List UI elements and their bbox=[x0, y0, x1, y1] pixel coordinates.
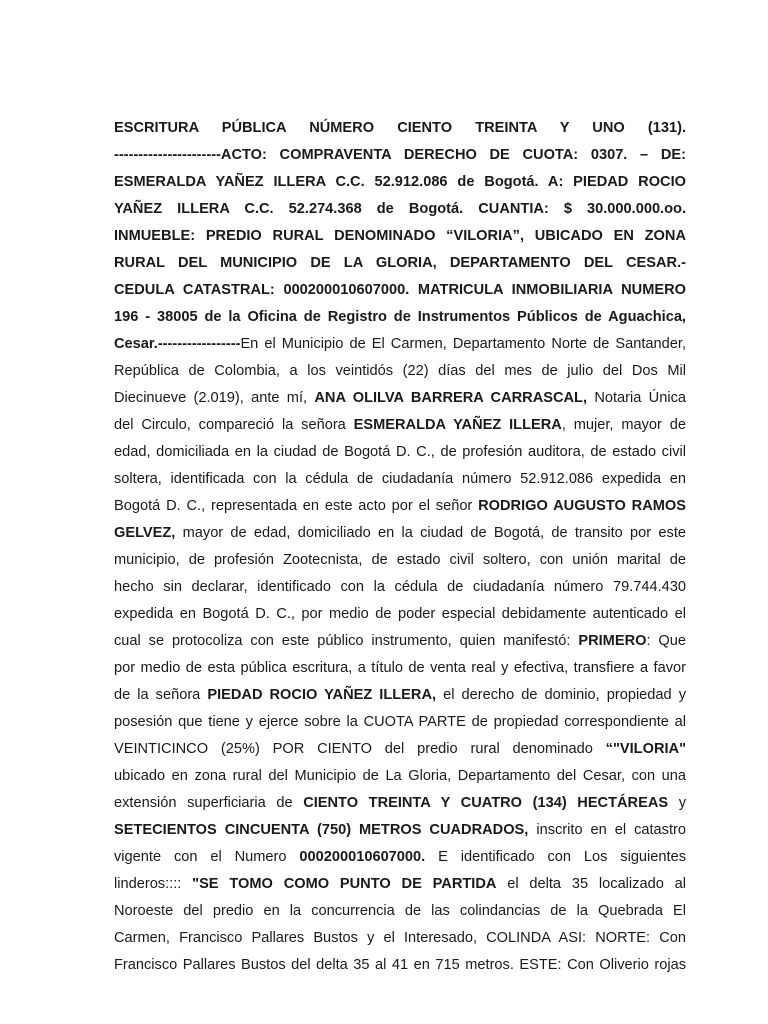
text-line bbox=[114, 115, 686, 142]
bold-text-segment: CIENTO TREINTA Y CUATRO (134) HECTÁREAS bbox=[303, 795, 669, 811]
text-line bbox=[114, 763, 686, 790]
text-line bbox=[114, 331, 686, 358]
text-line bbox=[114, 655, 686, 682]
bold-text-segment: ESCRITURA PÚBLICA NÚMERO CIENTO TREINTA Y UNO (131). bbox=[114, 120, 686, 136]
text-segment: extensión superficiaria de bbox=[114, 795, 304, 811]
text-line bbox=[114, 709, 686, 736]
text-segment: Notaria Única bbox=[587, 390, 686, 406]
text-line bbox=[114, 952, 686, 979]
bold-text-segment: RODRIGO AUGUSTO RAMOS bbox=[478, 498, 686, 514]
text-segment: soltera, identificada con la cédula de ciudadanía número 52.912.086 expedida en bbox=[114, 471, 686, 487]
text-segment: E identificado con Los siguientes bbox=[425, 849, 686, 865]
text-segment: del Circulo, compareció la señora bbox=[114, 417, 354, 433]
text-line bbox=[114, 169, 686, 196]
text-segment: , mujer, mayor de bbox=[561, 417, 686, 433]
text-segment: : Que bbox=[646, 633, 686, 649]
text-segment: de la señora bbox=[114, 687, 208, 703]
text-segment: Francisco Pallares Bustos del delta 35 al 41 en 715 metros. ESTE: Con Oliverio rojas bbox=[114, 957, 686, 973]
text-segment: por medio de esta pública escritura, a título de venta real y efectiva, transfiere a favor bbox=[114, 660, 686, 676]
text-line bbox=[114, 574, 686, 601]
text-line bbox=[114, 304, 686, 331]
text-segment: En el Municipio de El Carmen, Departamento Norte de Santander, bbox=[240, 336, 686, 352]
text-segment: VEINTICINCO (25%) POR CIENTO del predio rural denominado bbox=[114, 741, 606, 757]
text-segment: municipio, de profesión Zootecnista, de estado civil soltero, con unión marital de bbox=[114, 552, 686, 568]
text-segment: Diecinueve (2.019), ante mí, bbox=[114, 390, 315, 406]
text-segment: cual se protocoliza con este público instrumento, quien manifestó: bbox=[114, 633, 579, 649]
text-segment: ubicado en zona rural del Municipio de La Gloria, Departamento del Cesar, con una bbox=[114, 768, 686, 784]
text-line bbox=[114, 250, 686, 277]
bold-text-segment: ANA OLILVA BARRERA CARRASCAL, bbox=[314, 390, 588, 406]
text-segment: República de Colombia, a los veintidós (22) días del mes de julio del Dos Mil bbox=[114, 363, 686, 379]
text-segment: mayor de edad, domiciliado en la ciudad de Bogotá, de transito por este bbox=[175, 525, 686, 541]
text-segment: expedida en Bogotá D. C., por medio de poder especial debidamente autenticado el bbox=[114, 606, 686, 622]
text-segment: edad, domiciliada en la ciudad de Bogotá D. C., de profesión auditora, de estado civil bbox=[114, 444, 686, 460]
bold-text-segment: ----------------------ACTO: COMPRAVENTA DERECHO DE CUOTA: 0307. – DE: bbox=[114, 147, 686, 163]
text-line bbox=[114, 412, 686, 439]
bold-text-segment: Cesar.----------------- bbox=[114, 336, 241, 352]
bold-text-segment: 196 - 38005 de la Oficina de Registro de Instrumentos Públicos de Aguachica, bbox=[114, 309, 686, 325]
bold-text-segment: “"VILORIA" bbox=[605, 741, 686, 757]
text-segment: Carmen, Francisco Pallares Bustos y el Interesado, COLINDA ASI: NORTE: Con bbox=[114, 930, 686, 946]
bold-text-segment: YAÑEZ ILLERA C.C. 52.274.368 de Bogotá. CUANTIA: $ 30.000.000.oo. bbox=[114, 201, 686, 217]
text-segment: vigente con el Numero bbox=[114, 849, 300, 865]
text-line bbox=[114, 520, 686, 547]
text-line bbox=[114, 547, 686, 574]
bold-text-segment: 000200010607000. bbox=[299, 849, 426, 865]
text-line bbox=[114, 871, 686, 898]
text-line bbox=[114, 628, 686, 655]
text-line bbox=[114, 223, 686, 250]
bold-text-segment: PRIMERO bbox=[578, 633, 647, 649]
bold-text-segment: INMUEBLE: PREDIO RURAL DENOMINADO “VILORIA”, UBICADO EN ZONA bbox=[114, 228, 686, 244]
document-body bbox=[114, 115, 686, 979]
text-segment: el derecho de dominio, propiedad y bbox=[436, 687, 686, 703]
text-segment: Bogotá D. C., representada en este acto por el señor bbox=[114, 498, 479, 514]
text-line bbox=[114, 817, 686, 844]
text-line bbox=[114, 277, 686, 304]
text-line bbox=[114, 358, 686, 385]
text-segment: posesión que tiene y ejerce sobre la CUOTA PARTE de propiedad correspondiente al bbox=[114, 714, 686, 730]
bold-text-segment: CEDULA CATASTRAL: 000200010607000. MATRICULA INMOBILIARIA NUMERO bbox=[114, 282, 686, 298]
text-line bbox=[114, 790, 686, 817]
text-line bbox=[114, 601, 686, 628]
bold-text-segment: SETECIENTOS CINCUENTA (750) METROS CUADRADOS, bbox=[114, 822, 529, 838]
text-segment: inscrito en el catastro bbox=[528, 822, 686, 838]
text-line bbox=[114, 682, 686, 709]
text-segment: linderos:::: bbox=[114, 876, 193, 892]
bold-text-segment: RURAL DEL MUNICIPIO DE LA GLORIA, DEPARTAMENTO DEL CESAR.- bbox=[114, 255, 686, 271]
text-line bbox=[114, 736, 686, 763]
text-line bbox=[114, 466, 686, 493]
bold-text-segment: "SE TOMO COMO PUNTO DE PARTIDA bbox=[192, 876, 497, 892]
text-segment: hecho sin declarar, identificado con la cédula de ciudadanía número 79.744.430 bbox=[114, 579, 686, 595]
text-segment: Noroeste del predio en la concurrencia de las colindancias de la Quebrada El bbox=[114, 903, 686, 919]
text-segment: el delta 35 localizado al bbox=[496, 876, 686, 892]
bold-text-segment: ESMERALDA YAÑEZ ILLERA bbox=[353, 417, 562, 433]
text-line bbox=[114, 385, 686, 412]
text-line bbox=[114, 196, 686, 223]
text-line bbox=[114, 142, 686, 169]
bold-text-segment: PIEDAD ROCIO YAÑEZ ILLERA, bbox=[207, 687, 437, 703]
bold-text-segment: GELVEZ, bbox=[114, 525, 176, 541]
bold-text-segment: ESMERALDA YAÑEZ ILLERA C.C. 52.912.086 de Bogotá. A: PIEDAD ROCIO bbox=[114, 174, 686, 190]
text-line bbox=[114, 925, 686, 952]
text-line bbox=[114, 844, 686, 871]
text-segment: y bbox=[668, 795, 686, 811]
text-line bbox=[114, 493, 686, 520]
text-line bbox=[114, 439, 686, 466]
text-line bbox=[114, 898, 686, 925]
